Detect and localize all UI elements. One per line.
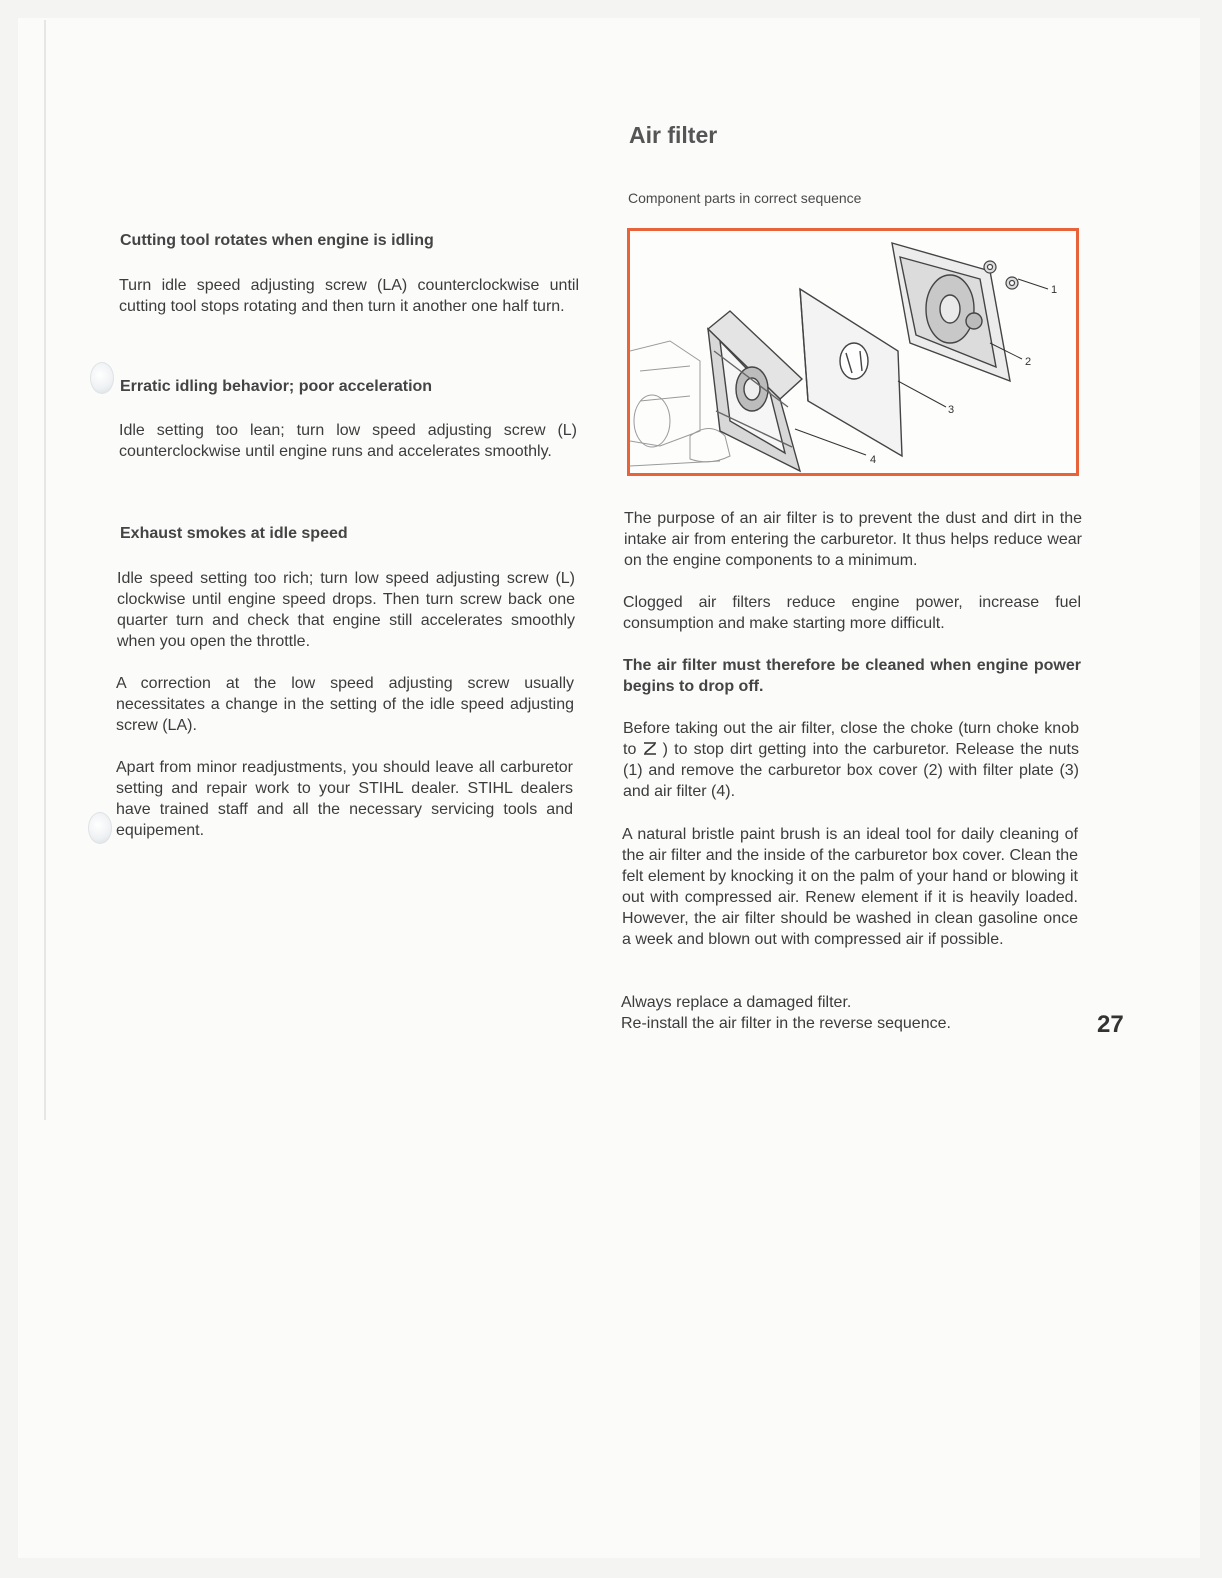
paragraph: The purpose of an air filter is to prevent the dust and dirt in the intake air from entering the carburetor. It thus helps reduce wear on the engine components to a minimum. — [624, 510, 1082, 569]
air-filter-diagram — [627, 228, 1079, 476]
filter-plate-part — [800, 289, 902, 456]
punch-hole-lower — [88, 812, 112, 844]
binding-edge — [44, 20, 46, 1120]
exploded-view-illustration — [630, 231, 1076, 473]
section-body: Idle setting too lean; turn low speed adjusting screw (L) counterclockwise until engine runs and accelerates smoothly. — [119, 422, 577, 460]
replace-filter-line: Always replace a damaged filter. — [621, 994, 852, 1011]
callout-label: 4 — [870, 454, 877, 466]
punch-hole-upper — [90, 362, 114, 394]
paragraph: Clogged air filters reduce engine power, increase fuel consumption and make starting more difficult. — [623, 594, 1081, 632]
page-number: 27 — [1097, 1011, 1124, 1038]
callout-label: 3 — [948, 404, 955, 416]
paragraph — [623, 718, 1079, 802]
air-filter-part — [708, 311, 802, 471]
figure-caption: Component parts in correct sequence — [628, 190, 862, 206]
paragraph: A natural bristle paint brush is an ideal tool for daily cleaning of the air filter and the inside of the carburetor box cover. Clean the felt element by knocking it on the palm of your hand or blowing it out with compressed air. Renew element if it is heavily loaded. However, the air filter should be washed in clean gasoline once a week and blown out with compressed air if possible. — [622, 826, 1078, 948]
section-heading: Cutting tool rotates when engine is idling — [120, 232, 434, 249]
warning-paragraph: The air filter must therefore be cleaned when engine power begins to drop off. — [623, 657, 1081, 695]
reinstall-line: Re-install the air filter in the reverse sequence. — [621, 1015, 951, 1032]
section-body: Idle speed setting too rich; turn low speed adjusting screw (L) clockwise until engine speed drops. Then turn screw back one quarter turn and check that engine still accelerates smoothly when you open the throttle. — [117, 570, 575, 650]
section-heading: Exhaust smokes at idle speed — [120, 525, 348, 542]
choke-instruction-end: ) to stop dirt getting into the carburetor. Release the nuts (1) and remove the carburetor box cover (2) with filter plate (3) and air filter (4). — [623, 741, 1080, 800]
section-heading: Erratic idling behavior; poor acceleration — [120, 378, 433, 395]
paragraph: Apart from minor readjustments, you should leave all carburetor setting and repair work to your STIHL dealer. STIHL dealers have trained staff and all the necessary servicing tools and equipement. — [116, 759, 573, 839]
closing-lines — [621, 992, 1041, 1034]
choke-instruction-start: Before taking out the air filter, close the choke (turn choke knob to — [623, 720, 1079, 758]
callout-label: 2 — [1025, 356, 1032, 368]
callout-label: 1 — [1051, 284, 1058, 296]
section-body: Turn idle speed adjusting screw (LA) counterclockwise until cutting tool stops rotating and then turn it another one half turn. — [119, 277, 579, 315]
page-title: Air filter — [629, 122, 718, 148]
paragraph: A correction at the low speed adjusting screw usually necessitates a change in the setting of the idle speed adjusting screw (LA). — [116, 675, 574, 734]
choke-closed-icon — [643, 742, 657, 755]
